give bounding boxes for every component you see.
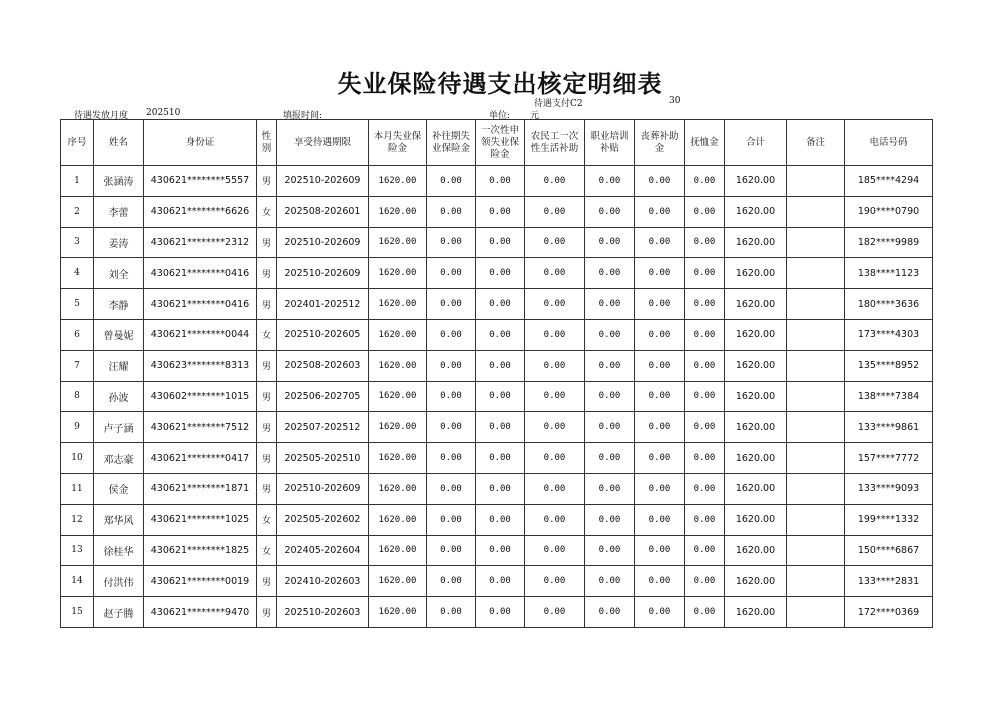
cell-remark — [787, 566, 845, 597]
cell-period: 202506-202705 — [277, 381, 369, 412]
cell-back-pay: 0.00 — [427, 412, 476, 443]
cell-total: 1620.00 — [725, 289, 787, 320]
cell-funeral-subsidy: 0.00 — [635, 597, 685, 628]
cell-migrant-subsidy: 0.00 — [525, 473, 585, 504]
cell-remark — [787, 196, 845, 227]
cell-back-pay: 0.00 — [427, 535, 476, 566]
table-row — [61, 412, 933, 443]
cell-training-subsidy: 0.00 — [585, 443, 635, 474]
cell-name: 付洪伟 — [94, 566, 144, 597]
cell-migrant-subsidy: 0.00 — [525, 319, 585, 350]
cell-back-pay: 0.00 — [427, 473, 476, 504]
cell-remark — [787, 289, 845, 320]
cell-id-number: 430621********7512 — [144, 412, 257, 443]
cell-remark — [787, 227, 845, 258]
cell-total: 1620.00 — [725, 535, 787, 566]
cell-training-subsidy: 0.00 — [585, 227, 635, 258]
cell-back-pay: 0.00 — [427, 289, 476, 320]
cell-total: 1620.00 — [725, 227, 787, 258]
cell-phone: 182****9989 — [845, 227, 933, 258]
cell-training-subsidy: 0.00 — [585, 381, 635, 412]
cell-migrant-subsidy: 0.00 — [525, 597, 585, 628]
table-row — [61, 597, 933, 628]
table-row — [61, 350, 933, 381]
cell-sex: 男 — [257, 597, 277, 628]
cell-lump-sum: 0.00 — [476, 535, 525, 566]
cell-name: 张涵涛 — [94, 166, 144, 197]
cell-sex: 男 — [257, 381, 277, 412]
col-header-total: 合计 — [725, 120, 787, 166]
cell-funeral-subsidy: 0.00 — [635, 535, 685, 566]
cell-training-subsidy: 0.00 — [585, 473, 635, 504]
cell-sex: 男 — [257, 227, 277, 258]
cell-period: 202510-202603 — [277, 597, 369, 628]
cell-period: 202401-202512 — [277, 289, 369, 320]
cell-back-pay: 0.00 — [427, 258, 476, 289]
cell-total: 1620.00 — [725, 381, 787, 412]
cell-funeral-subsidy: 0.00 — [635, 412, 685, 443]
cell-phone: 133****9861 — [845, 412, 933, 443]
cell-remark — [787, 443, 845, 474]
cell-phone: 133****9093 — [845, 473, 933, 504]
cell-back-pay: 0.00 — [427, 319, 476, 350]
cell-no: 12 — [61, 504, 94, 535]
payment-type-label: 待遇支付C2 — [534, 99, 583, 109]
cell-name: 李静 — [94, 289, 144, 320]
cell-phone: 185****4294 — [845, 166, 933, 197]
cell-no: 14 — [61, 566, 94, 597]
table-row — [61, 473, 933, 504]
cell-no: 9 — [61, 412, 94, 443]
cell-migrant-subsidy: 0.00 — [525, 412, 585, 443]
cell-id-number: 430621********1025 — [144, 504, 257, 535]
cell-name: 姜涛 — [94, 227, 144, 258]
cell-name: 卢子涵 — [94, 412, 144, 443]
cell-monthly-benefit: 1620.00 — [369, 319, 427, 350]
cell-lump-sum: 0.00 — [476, 473, 525, 504]
cell-monthly-benefit: 1620.00 — [369, 196, 427, 227]
cell-id-number: 430621********0019 — [144, 566, 257, 597]
cell-training-subsidy: 0.00 — [585, 566, 635, 597]
unit-value: 元 — [530, 111, 540, 121]
cell-name: 郑华风 — [94, 504, 144, 535]
cell-pension: 0.00 — [685, 473, 725, 504]
cell-id-number: 430621********0044 — [144, 319, 257, 350]
cell-phone: 135****8952 — [845, 350, 933, 381]
col-header-name: 姓名 — [94, 120, 144, 166]
table-row — [61, 443, 933, 474]
cell-back-pay: 0.00 — [427, 196, 476, 227]
cell-monthly-benefit: 1620.00 — [369, 166, 427, 197]
cell-id-number: 430621********0416 — [144, 289, 257, 320]
cell-period: 202505-202510 — [277, 443, 369, 474]
cell-sex: 男 — [257, 443, 277, 474]
cell-monthly-benefit: 1620.00 — [369, 350, 427, 381]
cell-migrant-subsidy: 0.00 — [525, 381, 585, 412]
cell-lump-sum: 0.00 — [476, 504, 525, 535]
cell-total: 1620.00 — [725, 166, 787, 197]
cell-period: 202507-202512 — [277, 412, 369, 443]
cell-no: 15 — [61, 597, 94, 628]
cell-monthly-benefit: 1620.00 — [369, 289, 427, 320]
cell-id-number: 430621********9470 — [144, 597, 257, 628]
cell-lump-sum: 0.00 — [476, 597, 525, 628]
cell-name: 徐桂华 — [94, 535, 144, 566]
cell-back-pay: 0.00 — [427, 597, 476, 628]
cell-migrant-subsidy: 0.00 — [525, 196, 585, 227]
table-row — [61, 566, 933, 597]
cell-training-subsidy: 0.00 — [585, 597, 635, 628]
cell-monthly-benefit: 1620.00 — [369, 535, 427, 566]
cell-period: 202510-202605 — [277, 319, 369, 350]
cell-total: 1620.00 — [725, 566, 787, 597]
cell-id-number: 430621********5557 — [144, 166, 257, 197]
cell-remark — [787, 504, 845, 535]
cell-lump-sum: 0.00 — [476, 412, 525, 443]
cell-training-subsidy: 0.00 — [585, 535, 635, 566]
table-row — [61, 196, 933, 227]
cell-pension: 0.00 — [685, 504, 725, 535]
cell-training-subsidy: 0.00 — [585, 350, 635, 381]
cell-no: 2 — [61, 196, 94, 227]
cell-lump-sum: 0.00 — [476, 319, 525, 350]
cell-total: 1620.00 — [725, 504, 787, 535]
unit-label: 单位: — [489, 111, 511, 121]
cell-back-pay: 0.00 — [427, 566, 476, 597]
col-header-training-subsidy: 职业培训补贴 — [585, 120, 635, 166]
table-row — [61, 504, 933, 535]
cell-period: 202405-202604 — [277, 535, 369, 566]
cell-total: 1620.00 — [725, 597, 787, 628]
cell-name: 孙波 — [94, 381, 144, 412]
cell-sex: 男 — [257, 412, 277, 443]
cell-sex: 女 — [257, 504, 277, 535]
cell-period: 202508-202603 — [277, 350, 369, 381]
cell-lump-sum: 0.00 — [476, 258, 525, 289]
cell-remark — [787, 473, 845, 504]
cell-period: 202410-202603 — [277, 566, 369, 597]
cell-training-subsidy: 0.00 — [585, 289, 635, 320]
cell-pension: 0.00 — [685, 381, 725, 412]
cell-name: 李蕾 — [94, 196, 144, 227]
cell-phone: 138****1123 — [845, 258, 933, 289]
cell-migrant-subsidy: 0.00 — [525, 350, 585, 381]
cell-training-subsidy: 0.00 — [585, 166, 635, 197]
cell-period: 202510-202609 — [277, 166, 369, 197]
cell-funeral-subsidy: 0.00 — [635, 350, 685, 381]
cell-lump-sum: 0.00 — [476, 196, 525, 227]
col-header-phone: 电话号码 — [845, 120, 933, 166]
col-header-lump-sum: 一次性申领失业保险金 — [476, 120, 525, 166]
cell-back-pay: 0.00 — [427, 166, 476, 197]
table-row — [61, 227, 933, 258]
cell-training-subsidy: 0.00 — [585, 258, 635, 289]
cell-no: 1 — [61, 166, 94, 197]
cell-back-pay: 0.00 — [427, 443, 476, 474]
cell-training-subsidy: 0.00 — [585, 319, 635, 350]
cell-total: 1620.00 — [725, 443, 787, 474]
fill-time-label: 填报时间: — [283, 111, 323, 121]
cell-sex: 男 — [257, 473, 277, 504]
cell-no: 6 — [61, 319, 94, 350]
cell-funeral-subsidy: 0.00 — [635, 473, 685, 504]
table-row — [61, 319, 933, 350]
cell-total: 1620.00 — [725, 412, 787, 443]
cell-pension: 0.00 — [685, 196, 725, 227]
cell-name: 刘全 — [94, 258, 144, 289]
col-header-id: 身份证 — [144, 120, 257, 166]
cell-name: 赵子腾 — [94, 597, 144, 628]
table-row — [61, 381, 933, 412]
page-title: 失业保险待遇支出核定明细表 — [337, 70, 663, 98]
cell-id-number: 430602********1015 — [144, 381, 257, 412]
cell-phone: 199****1332 — [845, 504, 933, 535]
cell-phone: 180****3636 — [845, 289, 933, 320]
payout-month-value: 202510 — [146, 108, 181, 118]
cell-name: 邓志豪 — [94, 443, 144, 474]
cell-pension: 0.00 — [685, 227, 725, 258]
cell-no: 4 — [61, 258, 94, 289]
table-row — [61, 258, 933, 289]
cell-remark — [787, 350, 845, 381]
col-header-funeral-subsidy: 丧葬补助金 — [635, 120, 685, 166]
cell-remark — [787, 381, 845, 412]
cell-remark — [787, 412, 845, 443]
cell-total: 1620.00 — [725, 473, 787, 504]
cell-no: 13 — [61, 535, 94, 566]
col-header-back-pay: 补往期失业保险金 — [427, 120, 476, 166]
cell-no: 10 — [61, 443, 94, 474]
table-header-row — [61, 120, 933, 166]
cell-id-number: 430621********0416 — [144, 258, 257, 289]
cell-migrant-subsidy: 0.00 — [525, 289, 585, 320]
cell-no: 3 — [61, 227, 94, 258]
cell-migrant-subsidy: 0.00 — [525, 504, 585, 535]
cell-phone: 150****6867 — [845, 535, 933, 566]
cell-sex: 男 — [257, 566, 277, 597]
cell-pension: 0.00 — [685, 319, 725, 350]
table-row — [61, 166, 933, 197]
cell-monthly-benefit: 1620.00 — [369, 504, 427, 535]
cell-funeral-subsidy: 0.00 — [635, 258, 685, 289]
cell-id-number: 430621********1871 — [144, 473, 257, 504]
cell-id-number: 430623********8313 — [144, 350, 257, 381]
cell-training-subsidy: 0.00 — [585, 504, 635, 535]
cell-funeral-subsidy: 0.00 — [635, 381, 685, 412]
record-count: 30 — [669, 96, 681, 106]
table-row — [61, 535, 933, 566]
cell-monthly-benefit: 1620.00 — [369, 381, 427, 412]
cell-remark — [787, 166, 845, 197]
cell-pension: 0.00 — [685, 350, 725, 381]
col-header-migrant-subsidy: 农民工一次性生活补助 — [525, 120, 585, 166]
cell-pension: 0.00 — [685, 412, 725, 443]
cell-training-subsidy: 0.00 — [585, 196, 635, 227]
col-header-monthly: 本月失业保险金 — [369, 120, 427, 166]
cell-monthly-benefit: 1620.00 — [369, 412, 427, 443]
cell-monthly-benefit: 1620.00 — [369, 473, 427, 504]
cell-sex: 男 — [257, 166, 277, 197]
payout-month-label: 待遇发放月度 — [74, 111, 129, 121]
cell-phone: 190****0790 — [845, 196, 933, 227]
cell-phone: 172****0369 — [845, 597, 933, 628]
col-header-no: 序号 — [61, 120, 94, 166]
cell-phone: 173****4303 — [845, 319, 933, 350]
cell-monthly-benefit: 1620.00 — [369, 227, 427, 258]
cell-phone: 138****7384 — [845, 381, 933, 412]
cell-pension: 0.00 — [685, 566, 725, 597]
cell-lump-sum: 0.00 — [476, 227, 525, 258]
cell-period: 202510-202609 — [277, 258, 369, 289]
cell-migrant-subsidy: 0.00 — [525, 535, 585, 566]
cell-name: 汪耀 — [94, 350, 144, 381]
cell-lump-sum: 0.00 — [476, 566, 525, 597]
cell-period: 202508-202601 — [277, 196, 369, 227]
cell-lump-sum: 0.00 — [476, 443, 525, 474]
cell-phone: 133****2831 — [845, 566, 933, 597]
cell-back-pay: 0.00 — [427, 381, 476, 412]
cell-lump-sum: 0.00 — [476, 381, 525, 412]
cell-pension: 0.00 — [685, 597, 725, 628]
cell-total: 1620.00 — [725, 350, 787, 381]
cell-id-number: 430621********1825 — [144, 535, 257, 566]
cell-total: 1620.00 — [725, 319, 787, 350]
cell-monthly-benefit: 1620.00 — [369, 597, 427, 628]
cell-pension: 0.00 — [685, 166, 725, 197]
cell-funeral-subsidy: 0.00 — [635, 566, 685, 597]
cell-sex: 女 — [257, 319, 277, 350]
cell-funeral-subsidy: 0.00 — [635, 227, 685, 258]
cell-pension: 0.00 — [685, 289, 725, 320]
cell-sex: 女 — [257, 196, 277, 227]
col-header-sex: 性别 — [257, 120, 277, 166]
cell-funeral-subsidy: 0.00 — [635, 443, 685, 474]
cell-sex: 男 — [257, 350, 277, 381]
cell-migrant-subsidy: 0.00 — [525, 258, 585, 289]
cell-funeral-subsidy: 0.00 — [635, 196, 685, 227]
cell-back-pay: 0.00 — [427, 350, 476, 381]
cell-back-pay: 0.00 — [427, 504, 476, 535]
cell-total: 1620.00 — [725, 196, 787, 227]
cell-remark — [787, 319, 845, 350]
cell-monthly-benefit: 1620.00 — [369, 258, 427, 289]
cell-monthly-benefit: 1620.00 — [369, 443, 427, 474]
cell-id-number: 430621********6626 — [144, 196, 257, 227]
cell-name: 侯金 — [94, 473, 144, 504]
cell-phone: 157****7772 — [845, 443, 933, 474]
cell-pension: 0.00 — [685, 443, 725, 474]
cell-period: 202505-202602 — [277, 504, 369, 535]
cell-no: 11 — [61, 473, 94, 504]
cell-no: 8 — [61, 381, 94, 412]
cell-migrant-subsidy: 0.00 — [525, 443, 585, 474]
cell-id-number: 430621********2312 — [144, 227, 257, 258]
cell-no: 7 — [61, 350, 94, 381]
cell-total: 1620.00 — [725, 258, 787, 289]
cell-sex: 男 — [257, 289, 277, 320]
cell-migrant-subsidy: 0.00 — [525, 566, 585, 597]
cell-no: 5 — [61, 289, 94, 320]
cell-migrant-subsidy: 0.00 — [525, 227, 585, 258]
cell-lump-sum: 0.00 — [476, 289, 525, 320]
cell-funeral-subsidy: 0.00 — [635, 289, 685, 320]
cell-remark — [787, 258, 845, 289]
cell-remark — [787, 535, 845, 566]
cell-name: 曾曼妮 — [94, 319, 144, 350]
cell-monthly-benefit: 1620.00 — [369, 566, 427, 597]
col-header-pension: 抚恤金 — [685, 120, 725, 166]
cell-funeral-subsidy: 0.00 — [635, 319, 685, 350]
cell-sex: 男 — [257, 258, 277, 289]
cell-id-number: 430621********0417 — [144, 443, 257, 474]
cell-pension: 0.00 — [685, 258, 725, 289]
cell-period: 202510-202609 — [277, 473, 369, 504]
cell-funeral-subsidy: 0.00 — [635, 166, 685, 197]
cell-funeral-subsidy: 0.00 — [635, 504, 685, 535]
cell-period: 202510-202609 — [277, 227, 369, 258]
cell-back-pay: 0.00 — [427, 227, 476, 258]
benefit-detail-table — [60, 119, 933, 628]
cell-lump-sum: 0.00 — [476, 350, 525, 381]
cell-sex: 女 — [257, 535, 277, 566]
cell-training-subsidy: 0.00 — [585, 412, 635, 443]
cell-pension: 0.00 — [685, 535, 725, 566]
table-row — [61, 289, 933, 320]
col-header-period: 享受待遇期限 — [277, 120, 369, 166]
cell-migrant-subsidy: 0.00 — [525, 166, 585, 197]
cell-lump-sum: 0.00 — [476, 166, 525, 197]
col-header-remark: 备注 — [787, 120, 845, 166]
cell-remark — [787, 597, 845, 628]
